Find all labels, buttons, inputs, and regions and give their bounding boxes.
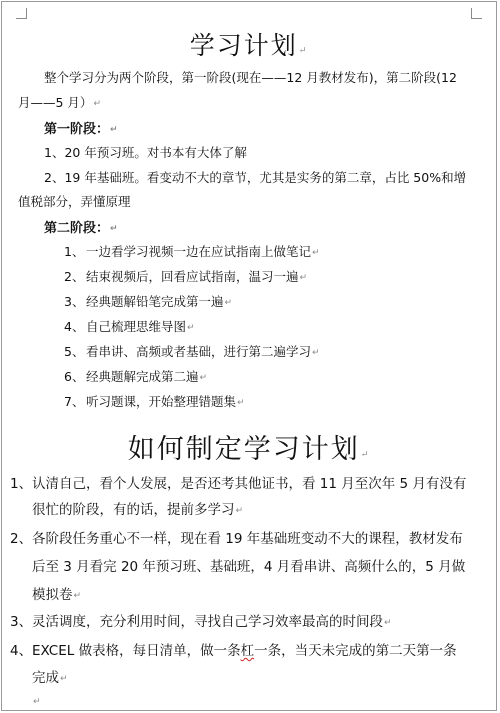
stage2-heading: 第二阶段：↵ xyxy=(44,221,118,236)
intro-line: 月——5 月）↵ xyxy=(18,95,101,110)
empty-paragraph-mark: ↵ xyxy=(33,697,41,707)
howto-item-cont: 完成↵ xyxy=(32,670,68,686)
howto-item: 2、各阶段任务重心不一样，现在看 19 年基础班变动不大的课程，教材发布 xyxy=(10,531,463,547)
howto-item: 3、灵活调度，充分利用时间，寻找自己学习效率最高的时间段↵ xyxy=(10,614,392,630)
stage1-heading: 第一阶段：↵ xyxy=(44,122,118,137)
intro-line: 整个学习分为两个阶段，第一阶段(现在——12 月教材发布)，第二阶段(12 xyxy=(44,70,457,85)
stage2-item: 1、 一边看学习视频一边在应试指南上做笔记↵ xyxy=(64,244,320,259)
spellcheck-underlined-word: 杠 xyxy=(240,643,255,659)
howto-item-cont: 模拟卷↵ xyxy=(32,587,82,603)
section-title: 如何制定学习计划↵ xyxy=(127,434,371,465)
stage2-item: 2、 结束视频后，回看应试指南，温习一遍↵ xyxy=(64,269,308,284)
stage2-item: 7、 听习题课，开始整理错题集↵ xyxy=(64,394,245,409)
stage1-item: 1、20 年预习班。对书本有大体了解 xyxy=(44,145,247,160)
stage1-item-cont: 值税部分，弄懂原理 xyxy=(18,194,131,209)
howto-item: 4、EXCEL 做表格，每日清单，做一条杠一条，当天未完成的第二天第一条 xyxy=(10,643,457,659)
stage1-item: 2、19 年基础班。看变动不大的章节，尤其是实务的第二章，占比 50%和增 xyxy=(44,170,467,185)
margin-corner-mark xyxy=(16,8,27,19)
stage2-item: 5、 看串讲、高频或者基础，进行第二遍学习↵ xyxy=(64,344,320,359)
howto-item-cont: 后至 3 月看完 20 年预习班、基础班，4 月看串讲、高频什么的，5 月做 xyxy=(32,559,466,575)
page-title: 学习计划↵ xyxy=(189,31,309,60)
stage2-item: 3、 经典题解铅笔完成第一遍↵ xyxy=(64,294,233,309)
document-page xyxy=(1,1,497,711)
stage2-item: 4、 自己梳理思维导图↵ xyxy=(64,319,195,334)
stage2-item: 6、 经典题解完成第二遍↵ xyxy=(64,369,208,384)
howto-item: 1、认清自己，看个人发展，是否还考其他证书，看 11 月至次年 5 月有没有 xyxy=(10,476,467,492)
howto-item-cont: 很忙的阶段，有的话，提前多学习↵ xyxy=(32,502,244,518)
margin-corner-mark xyxy=(471,8,482,19)
